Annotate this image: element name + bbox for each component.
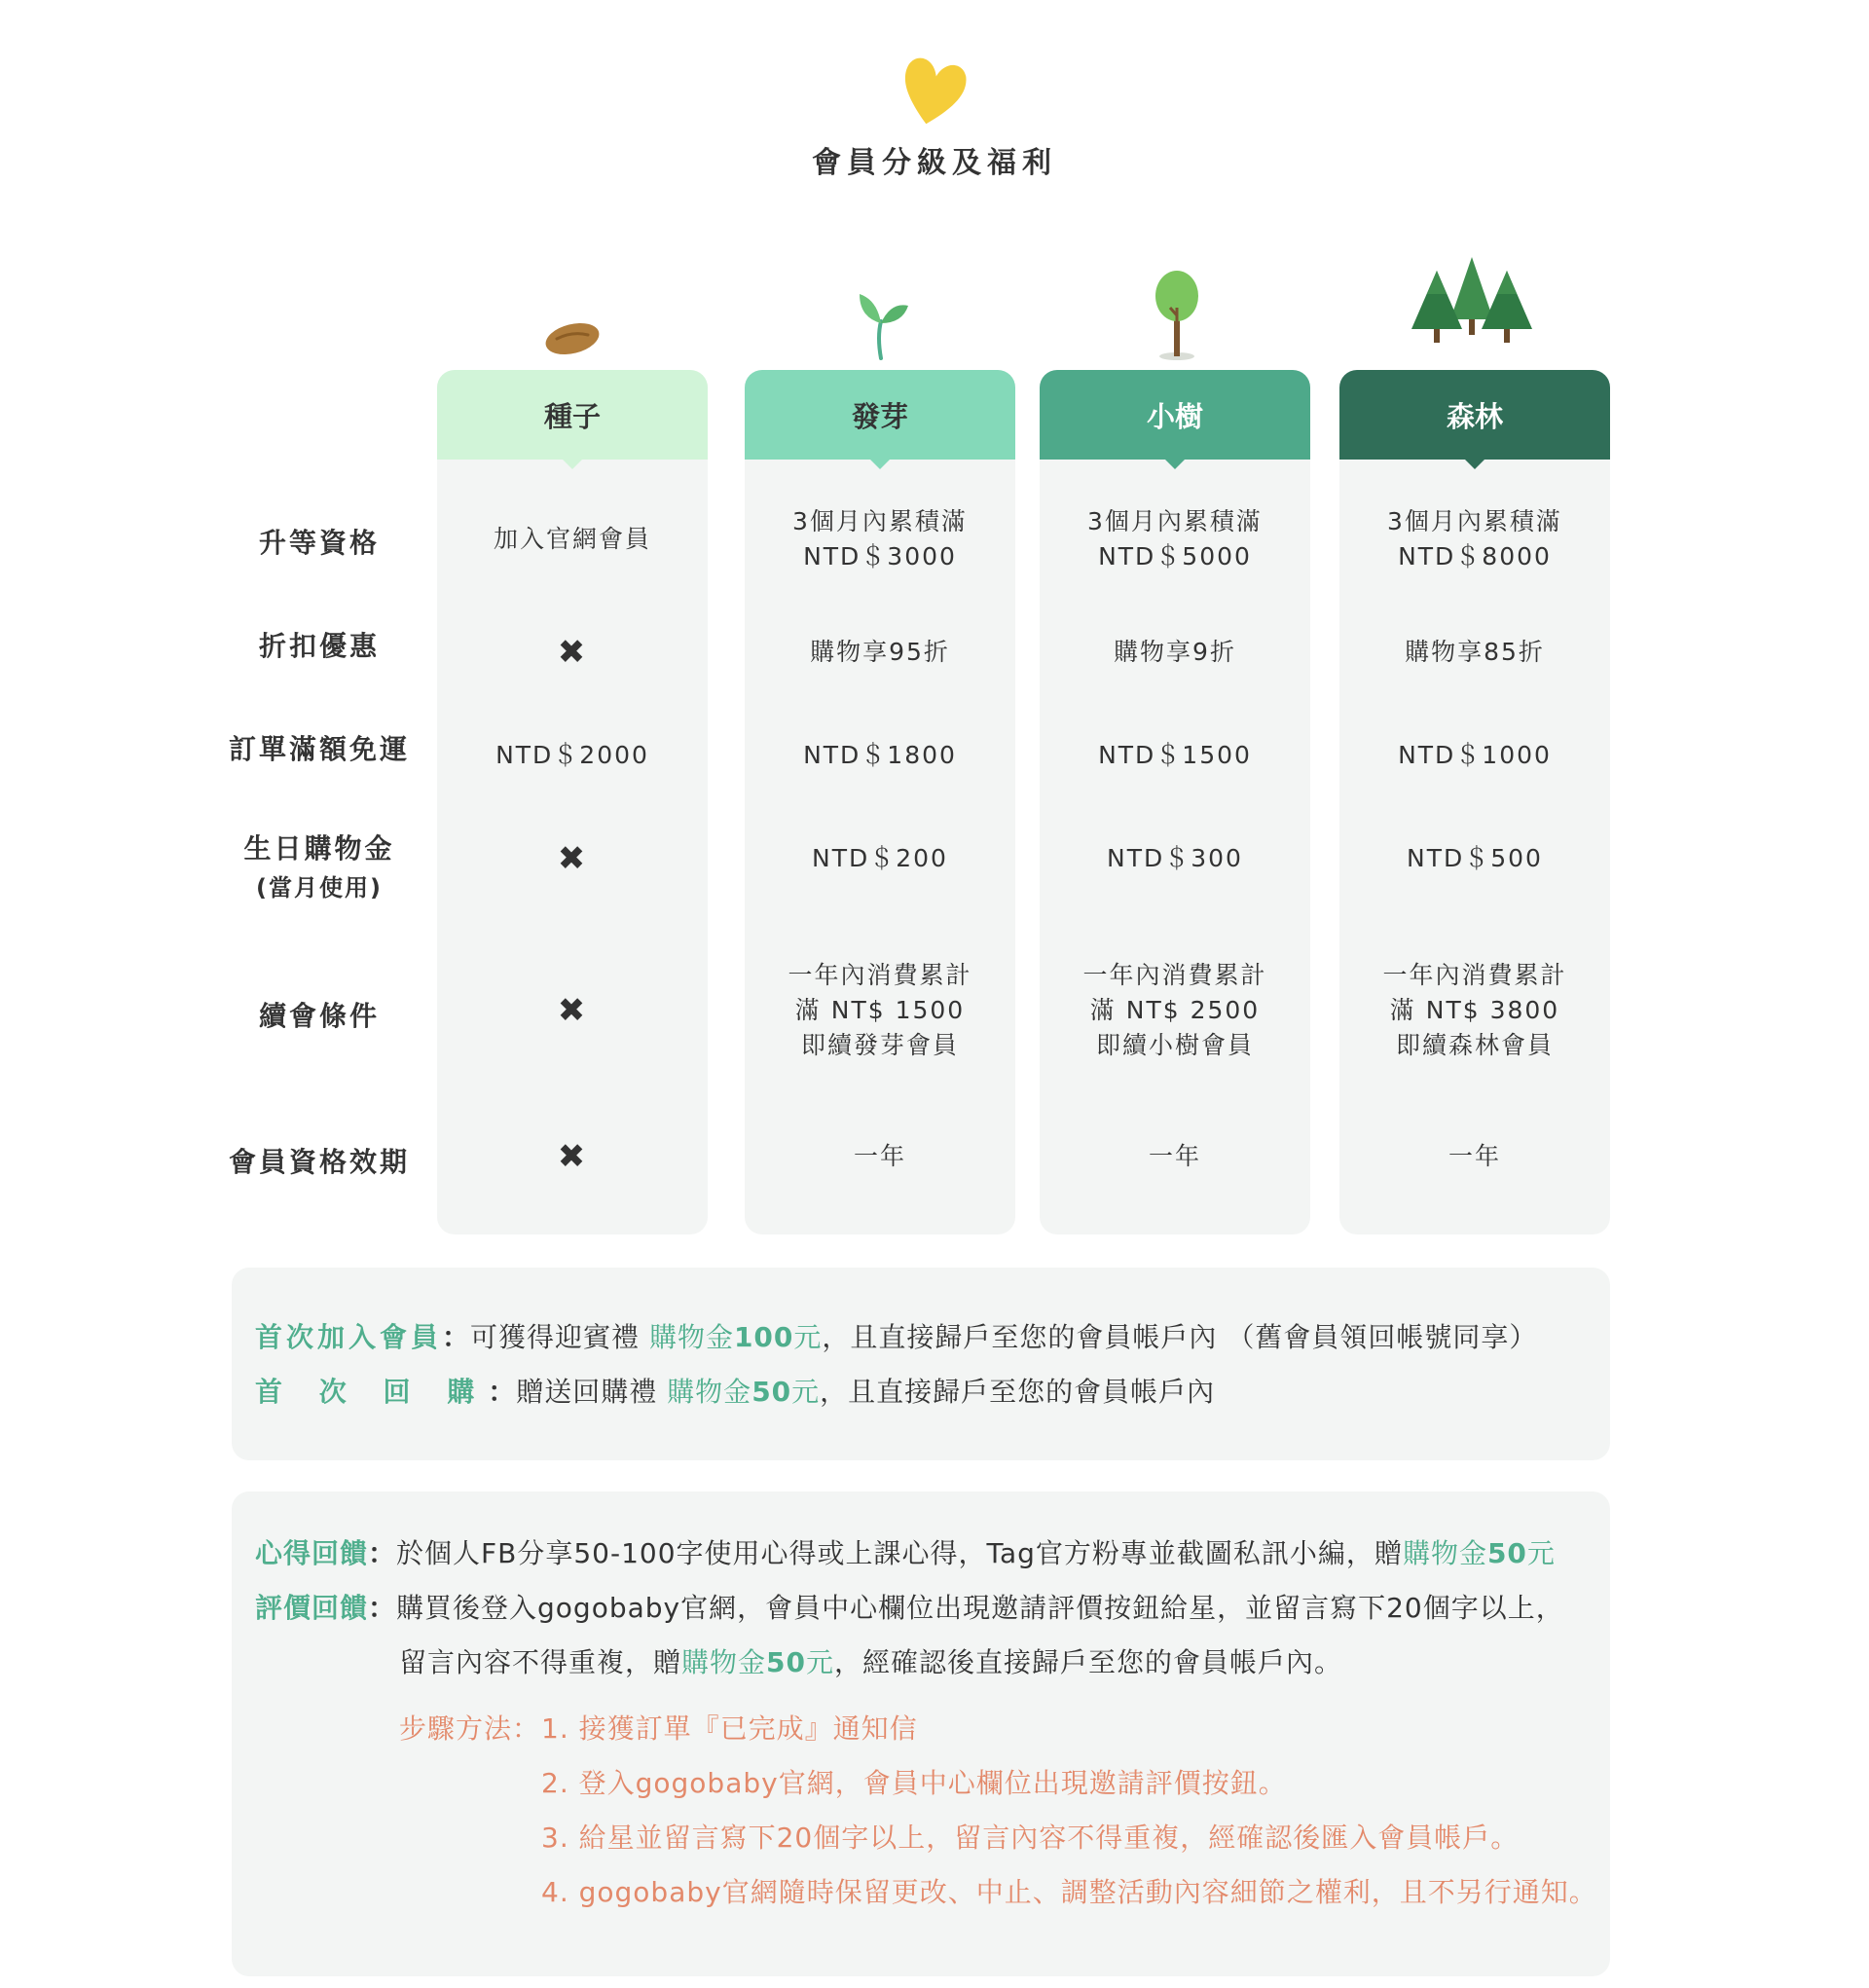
row-label xyxy=(195,1141,444,1180)
cell-text: 一年內消費累計 xyxy=(788,961,972,989)
cell-text: NTD＄2000 xyxy=(495,741,649,769)
row-label xyxy=(195,828,444,902)
review-feedback-amount: 50 xyxy=(766,1646,806,1678)
tier-cell xyxy=(1040,504,1310,574)
first-join-line xyxy=(255,1318,1537,1357)
review-feedback-line-2 xyxy=(399,1643,1342,1682)
tier-column xyxy=(745,370,1015,1234)
cell-text: 一年 xyxy=(853,1142,906,1170)
cell-text: 加入官網會員 xyxy=(493,525,651,553)
review-feedback-unit: 元 xyxy=(806,1646,835,1678)
tier-column xyxy=(1339,370,1610,1234)
tier-header-pointer xyxy=(1463,458,1486,469)
experience-feedback-text: 於個人FB分享50-100字使用心得或上課心得，Tag官方粉專並截圖私訊小編，贈 xyxy=(396,1537,1403,1569)
cell-text: 購物享9折 xyxy=(1114,638,1236,666)
review-feedback-text-3: ，經確認後直接歸戶至您的會員帳戶內。 xyxy=(834,1646,1343,1678)
step-item-1: 1. 接獲訂單『已完成』通知信 xyxy=(541,1712,918,1745)
cell-text: 即續發芽會員 xyxy=(800,1031,959,1059)
cell-text: 即續森林會員 xyxy=(1395,1031,1554,1059)
tier-cell xyxy=(745,841,1015,876)
tier-header: 森林 xyxy=(1339,370,1610,460)
seed-icon xyxy=(541,317,604,358)
review-feedback-text: 購買後登入gogobaby官網，會員中心欄位出現邀請評價按鈕給星，並留言寫下20個字以上， xyxy=(396,1592,1564,1624)
review-feedback-line xyxy=(255,1589,1564,1628)
cell-text: 一年 xyxy=(1448,1142,1501,1170)
tier-header-pointer xyxy=(1163,458,1187,469)
tier-cell xyxy=(1339,1139,1610,1174)
tier-cell xyxy=(1339,738,1610,773)
cell-text: NTD＄5000 xyxy=(1098,542,1252,571)
first-repurchase-text: 贈送回購禮 xyxy=(516,1376,668,1408)
row-sublabel: (當月使用) xyxy=(256,874,383,902)
sprout-icon xyxy=(852,288,910,360)
row-label xyxy=(195,522,444,561)
review-feedback-text-2: 留言內容不得重複，贈 xyxy=(399,1646,682,1678)
cell-text: NTD＄1800 xyxy=(803,741,957,769)
welcome-gift-panel xyxy=(232,1268,1610,1460)
tier-cell xyxy=(745,958,1015,1063)
tier-column xyxy=(437,370,708,1234)
tier-cell xyxy=(1040,1139,1310,1174)
cell-text: 即續小樹會員 xyxy=(1095,1031,1254,1059)
page-title: 會員分級及福利 xyxy=(812,146,1057,180)
row-label-text: 升等資格 xyxy=(258,527,380,559)
first-join-text-2: ，且直接歸戶至您的會員帳戶內 （舊會員領回帳號同享） xyxy=(822,1321,1538,1353)
first-repurchase-highlight: 購物金 xyxy=(667,1376,752,1408)
cell-text: NTD＄1500 xyxy=(1098,741,1252,769)
cell-text: 3個月內累積滿 xyxy=(1387,507,1562,535)
experience-feedback-colon: ： xyxy=(368,1537,397,1569)
cell-text: 滿 NT$ 2500 xyxy=(1089,996,1261,1024)
cell-text: NTD＄300 xyxy=(1107,844,1243,872)
cell-text: 一年 xyxy=(1148,1142,1201,1170)
not-available-icon: ✖ xyxy=(557,991,588,1030)
tier-cell xyxy=(437,993,708,1031)
tier-header: 發芽 xyxy=(745,370,1015,460)
cell-text: NTD＄500 xyxy=(1407,844,1543,872)
experience-feedback-amount: 50 xyxy=(1486,1537,1527,1569)
first-repurchase-amount: 50 xyxy=(751,1376,792,1408)
tier-cell xyxy=(437,841,708,879)
review-feedback-highlight: 購物金 xyxy=(681,1646,767,1678)
tier-cell xyxy=(1040,635,1310,670)
review-feedback-colon: ： xyxy=(368,1592,397,1624)
tier-cell xyxy=(1339,841,1610,876)
tier-header-pointer xyxy=(868,458,892,469)
forest-icon xyxy=(1408,255,1536,345)
first-repurchase-text-2: ，且直接歸戶至您的會員帳戶內 xyxy=(820,1376,1216,1408)
experience-feedback-line xyxy=(255,1534,1556,1573)
cell-text: NTD＄3000 xyxy=(803,542,957,571)
not-available-icon: ✖ xyxy=(557,1137,588,1176)
row-label-text: 訂單滿額免運 xyxy=(228,733,410,765)
cell-text: NTD＄8000 xyxy=(1398,542,1552,571)
row-label-text: 折扣優惠 xyxy=(258,630,380,662)
heart-icon xyxy=(894,55,971,127)
cell-text: 購物享85折 xyxy=(1405,638,1545,666)
tier-cell xyxy=(745,504,1015,574)
row-label xyxy=(195,625,444,664)
step-item-3: 3. 給星並留言寫下20個字以上，留言內容不得重複，經確認後匯入會員帳戶。 xyxy=(541,1822,1520,1854)
cell-text: 滿 NT$ 1500 xyxy=(794,996,966,1024)
cell-text: 一年內消費累計 xyxy=(1382,961,1567,989)
tier-cell xyxy=(1339,635,1610,670)
tier-header: 種子 xyxy=(437,370,708,460)
first-join-highlight: 購物金 xyxy=(648,1321,734,1353)
tier-header: 小樹 xyxy=(1040,370,1310,460)
cell-text: 3個月內累積滿 xyxy=(792,507,968,535)
first-repurchase-colon: ： xyxy=(488,1376,517,1408)
first-join-colon: ： xyxy=(442,1321,471,1353)
tier-cell xyxy=(1339,958,1610,1063)
cell-text: 3個月內累積滿 xyxy=(1087,507,1263,535)
first-repurchase-line xyxy=(255,1373,1215,1412)
first-repurchase-unit: 元 xyxy=(791,1376,821,1408)
tier-column xyxy=(1040,370,1310,1234)
first-repurchase-label: 首 次 回 購 xyxy=(255,1376,489,1408)
tier-cell xyxy=(437,1139,708,1177)
tier-cell xyxy=(745,738,1015,773)
row-label-text: 會員資格效期 xyxy=(228,1146,410,1178)
tier-cell xyxy=(1339,504,1610,574)
step-item-2: 2. 登入gogobaby官網，會員中心欄位出現邀請評價按鈕。 xyxy=(541,1767,1287,1799)
tier-cell xyxy=(437,738,708,773)
first-join-label: 首次加入會員 xyxy=(255,1321,443,1353)
cell-text: 一年內消費累計 xyxy=(1082,961,1267,989)
tier-cell xyxy=(745,635,1015,670)
cell-text: 購物享95折 xyxy=(810,638,950,666)
row-label xyxy=(195,728,444,767)
not-available-icon: ✖ xyxy=(557,633,588,672)
not-available-icon: ✖ xyxy=(557,839,588,878)
experience-feedback-label: 心得回饋 xyxy=(255,1537,369,1569)
row-label-text: 續會條件 xyxy=(258,1000,380,1032)
tier-cell xyxy=(437,522,708,557)
experience-feedback-highlight: 購物金 xyxy=(1402,1537,1487,1569)
cell-text: NTD＄1000 xyxy=(1398,741,1552,769)
review-feedback-label: 評價回饋 xyxy=(255,1592,369,1624)
cell-text: 滿 NT$ 3800 xyxy=(1389,996,1560,1024)
row-label-text: 生日購物金 xyxy=(243,832,395,865)
first-join-unit: 元 xyxy=(793,1321,823,1353)
tier-cell xyxy=(1040,958,1310,1063)
tier-cell xyxy=(1040,841,1310,876)
experience-feedback-unit: 元 xyxy=(1526,1537,1556,1569)
tier-header-pointer xyxy=(561,458,584,469)
steps-label: 步驟方法： xyxy=(399,1712,541,1745)
first-join-text: 可獲得迎賓禮 xyxy=(470,1321,649,1353)
tier-cell xyxy=(437,635,708,673)
step-item-4: 4. gogobaby官網隨時保留更改、中止、調整活動內容細節之權利，且不另行通知。 xyxy=(541,1876,1597,1908)
tier-cell xyxy=(1040,738,1310,773)
cell-text: NTD＄200 xyxy=(812,844,948,872)
tree-icon xyxy=(1151,269,1203,360)
tier-cell xyxy=(745,1139,1015,1174)
first-join-amount: 100 xyxy=(733,1321,794,1353)
row-label xyxy=(195,995,444,1034)
